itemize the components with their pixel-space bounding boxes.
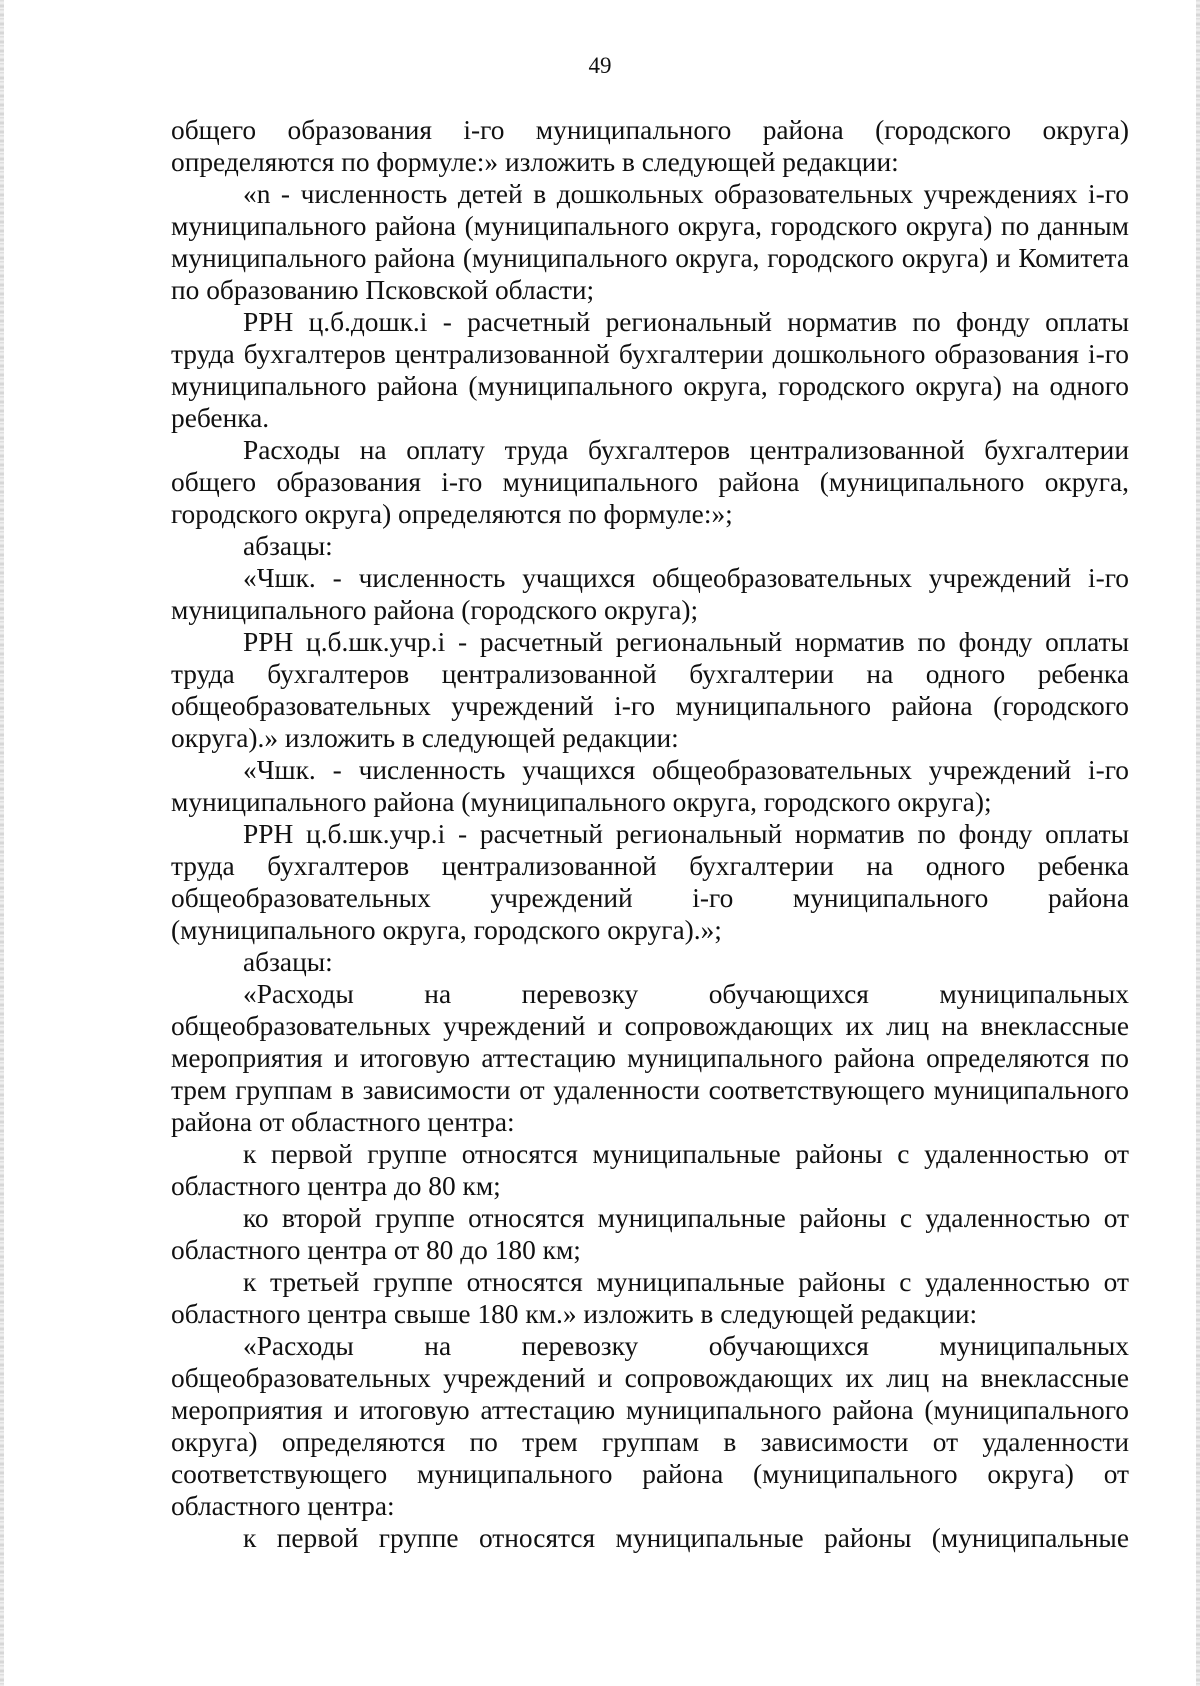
scan-edge-left [0,0,4,1686]
paragraph: РРН ц.б.дошк.i - расчетный региональный норматив по фонду оплаты труда бухгалтеров централизованной бухгалтерии дошкольного образования i-го муниципального района (муниципального округа, городского округа) на одного ребенка. [171,307,1129,433]
paragraph: к третьей группе относятся муниципальные районы с удаленностью от областного центра свыше 180 км.» изложить в следующей редакции: [171,1267,1129,1329]
paragraph: «Расходы на перевозку обучающихся муниципальных общеобразовательных учреждений и сопровождающих их лиц на внеклассные мероприятия и итоговую аттестацию муниципального района определяются по трем группам в зависимости от удаленности соответствующего муниципального района от областного центра: [171,979,1129,1137]
paragraph: РРН ц.б.шк.учр.i - расчетный региональный норматив по фонду оплаты труда бухгалтеров централизованной бухгалтерии на одного ребенка общеобразовательных учреждений i-го муниципального района (муниципального округа, городского округа).»; [171,819,1129,945]
page-number: 49 [588,53,612,78]
scan-edge-right [1196,0,1200,1686]
paragraph: «Чшк. - численность учащихся общеобразовательных учреждений i-го муниципального района (муниципального округа, городского округа); [171,755,1129,817]
paragraph: общего образования i-го муниципального района (городского округа) определяются по формуле:» изложить в следующей редакции: [171,115,1129,177]
paragraph: к первой группе относятся муниципальные районы (муниципальные [243,1523,1129,1553]
paragraph: «n - численность детей в дошкольных образовательных учреждениях i-го муниципального района (муниципального округа, городского округа) по данным муниципального района (муниципального округа, городского округа) и Комитета по образованию Псковской области; [171,179,1129,305]
paragraph: «Чшк. - численность учащихся общеобразовательных учреждений i-го муниципального района (городского округа); [171,563,1129,625]
document-body [171,114,1129,1554]
paragraph: ко второй группе относятся муниципальные районы с удаленностью от областного центра от 80 до 180 км; [171,1203,1129,1265]
paragraph: Расходы на оплату труда бухгалтеров централизованной бухгалтерии общего образования i-го муниципального района (муниципального округа, городского округа) определяются по формуле:»; [171,435,1129,529]
paragraph: РРН ц.б.шк.учр.i - расчетный региональный норматив по фонду оплаты труда бухгалтеров централизованной бухгалтерии на одного ребенка общеобразовательных учреждений i-го муниципального района (городского округа).» изложить в следующей редакции: [171,627,1129,753]
paragraph: абзацы: [243,947,333,977]
paragraph: «Расходы на перевозку обучающихся муниципальных общеобразовательных учреждений и сопровождающих их лиц на внеклассные мероприятия и итоговую аттестацию муниципального района (муниципального округа) определяются по трем группам в зависимости от удаленности соответствующего муниципального района (муниципального округа) от областного центра: [171,1331,1129,1521]
paragraph: к первой группе относятся муниципальные районы с удаленностью от областного центра до 80 км; [171,1139,1129,1201]
paragraph: абзацы: [243,531,333,561]
